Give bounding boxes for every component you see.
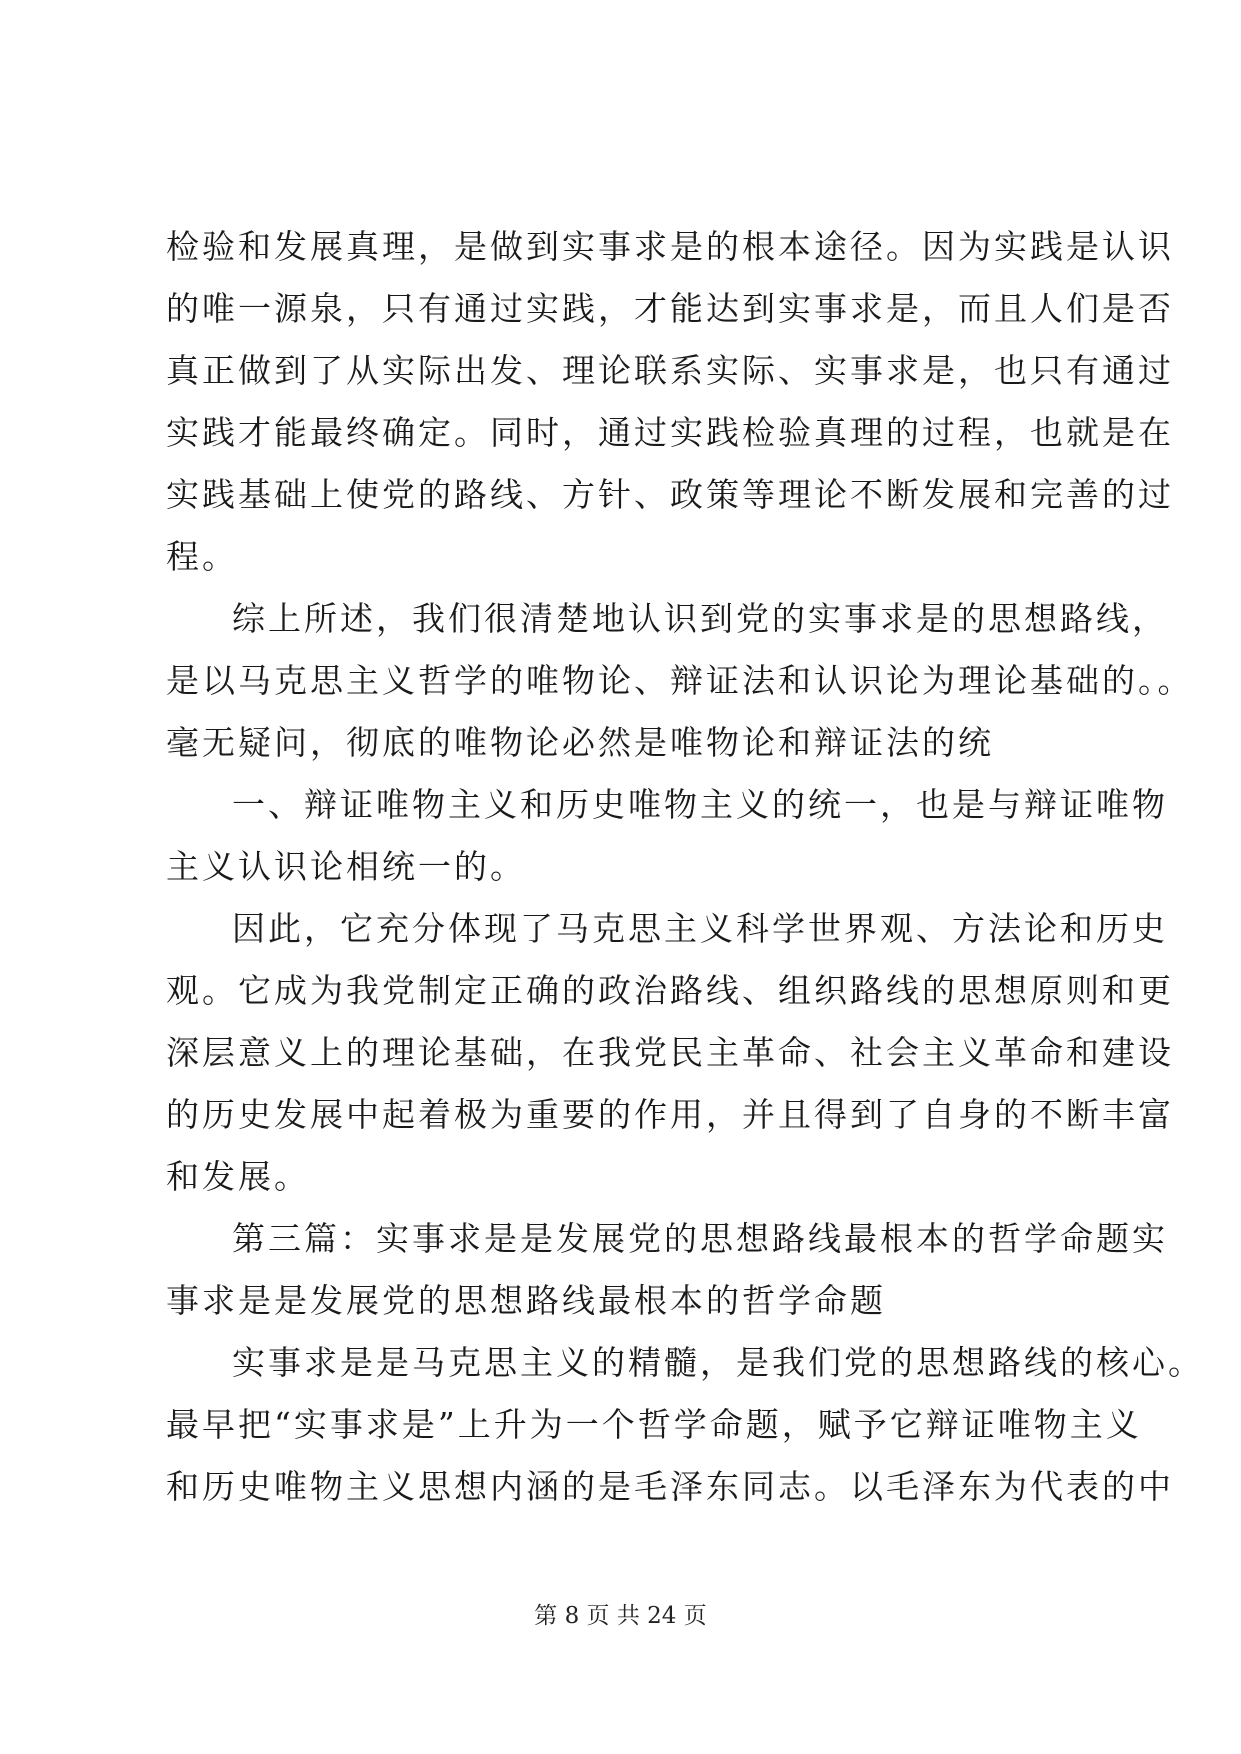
page-number-footer: 第 8 页 共 24 页 [534,1603,707,1629]
text-line: 程。 [166,537,238,576]
text-line: 深层意义上的理论基础，在我党民主革命、社会主义革命和建设 [166,1033,1174,1072]
text-line: 观。它成为我党制定正确的政治路线、组织路线的思想原则和更 [166,971,1174,1010]
text-line: 的唯一源泉，只有通过实践，才能达到实事求是，而且人们是否 [166,289,1174,328]
paragraph-start-line: 一、辩证唯物主义和历史唯物主义的统一，也是与辩证唯物 [232,785,1168,824]
text-line: 检验和发展真理，是做到实事求是的根本途径。因为实践是认识 [166,227,1174,266]
text-line: 真正做到了从实际出发、理论联系实际、实事求是，也只有通过 [166,351,1174,390]
section-heading-line: 第三篇：实事求是是发展党的思想路线最根本的哲学命题实 [232,1219,1168,1258]
text-line: 最早把“实事求是”上升为一个哲学命题，赋予它辩证唯物主义 [166,1405,1142,1444]
text-line: 和历史唯物主义思想内涵的是毛泽东同志。以毛泽东为代表的中 [166,1467,1174,1506]
section-heading-line: 事求是是发展党的思想路线最根本的哲学命题 [166,1281,886,1320]
text-line: 主义认识论相统一的。 [166,847,526,886]
text-line: 是以马克思主义哲学的唯物论、辩证法和认识论为理论基础的。。 [166,661,1194,700]
body-text [166,227,1204,1532]
text-line: 和发展。 [166,1157,310,1196]
text-line: 毫无疑问，彻底的唯物论必然是唯物论和辩证法的统 [166,723,994,762]
paragraph-start-line: 因此，它充分体现了马克思主义科学世界观、方法论和历史 [232,909,1168,948]
text-line: 实践才能最终确定。同时，通过实践检验真理的过程，也就是在 [166,413,1174,452]
text-line: 的历史发展中起着极为重要的作用，并且得到了自身的不断丰富 [166,1095,1174,1134]
text-line: 实践基础上使党的路线、方针、政策等理论不断发展和完善的过 [166,475,1174,514]
paragraph-start-line: 综上所述，我们很清楚地认识到党的实事求是的思想路线， [232,599,1168,638]
paragraph-start-line: 实事求是是马克思主义的精髓，是我们党的思想路线的核心。 [232,1343,1204,1382]
